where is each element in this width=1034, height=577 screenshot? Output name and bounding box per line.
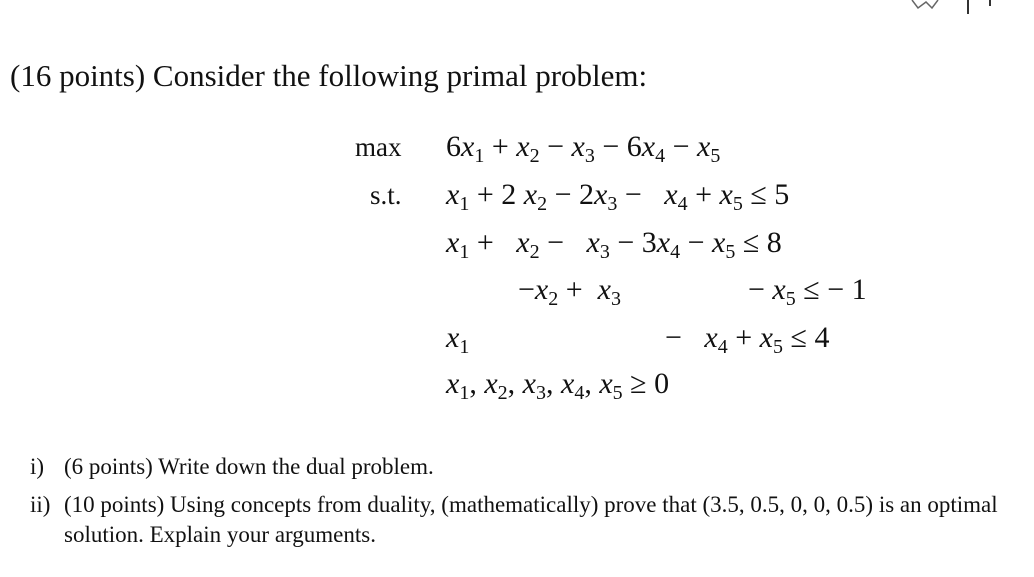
problem-heading: (16 points) Consider the following primal problem:: [10, 58, 648, 93]
objective-function: $6x_1 + x_2 - x_3 - 6x_4 - x_5$: [446, 130, 721, 167]
constraint-4-left: $x_1$: [446, 321, 470, 358]
max-label: max: [355, 132, 402, 162]
constraint-3-right: − $x_5$ ≤ − 1: [748, 273, 867, 310]
part-label: i): [30, 454, 45, 479]
part-text: (10 points) Using concepts from duality, (mathematically) prove that (3.5, 0.5, 0, 0, 0.5) is an optimal solution. Explain your arguments.: [64, 492, 998, 547]
constraint-1: $x_1 + 2$ $x_2 - 2x_3 - x_4 + x_5 \le 5$: [446, 178, 790, 215]
constraint-2: $x_1 + x_2 - x_3 - 3x_4 - x_5 \le 8$: [446, 226, 782, 263]
nonnegativity-constraint: $x_1$, $x_2$, $x_3$, $x_4$, $x_5 \ge 0$: [446, 367, 670, 404]
part-label: ii): [30, 492, 51, 517]
constraint-4-right: − $x_4 + x_5 \le 4$: [665, 321, 830, 358]
list-item: [30, 452, 1010, 482]
constraint-3-left: $-x_2 + x_3$: [518, 273, 621, 310]
list-item: [30, 490, 1010, 550]
st-label: s.t.: [370, 180, 402, 210]
question-parts: [30, 452, 1010, 558]
part-text: (6 points) Write down the dual problem.: [64, 454, 434, 479]
